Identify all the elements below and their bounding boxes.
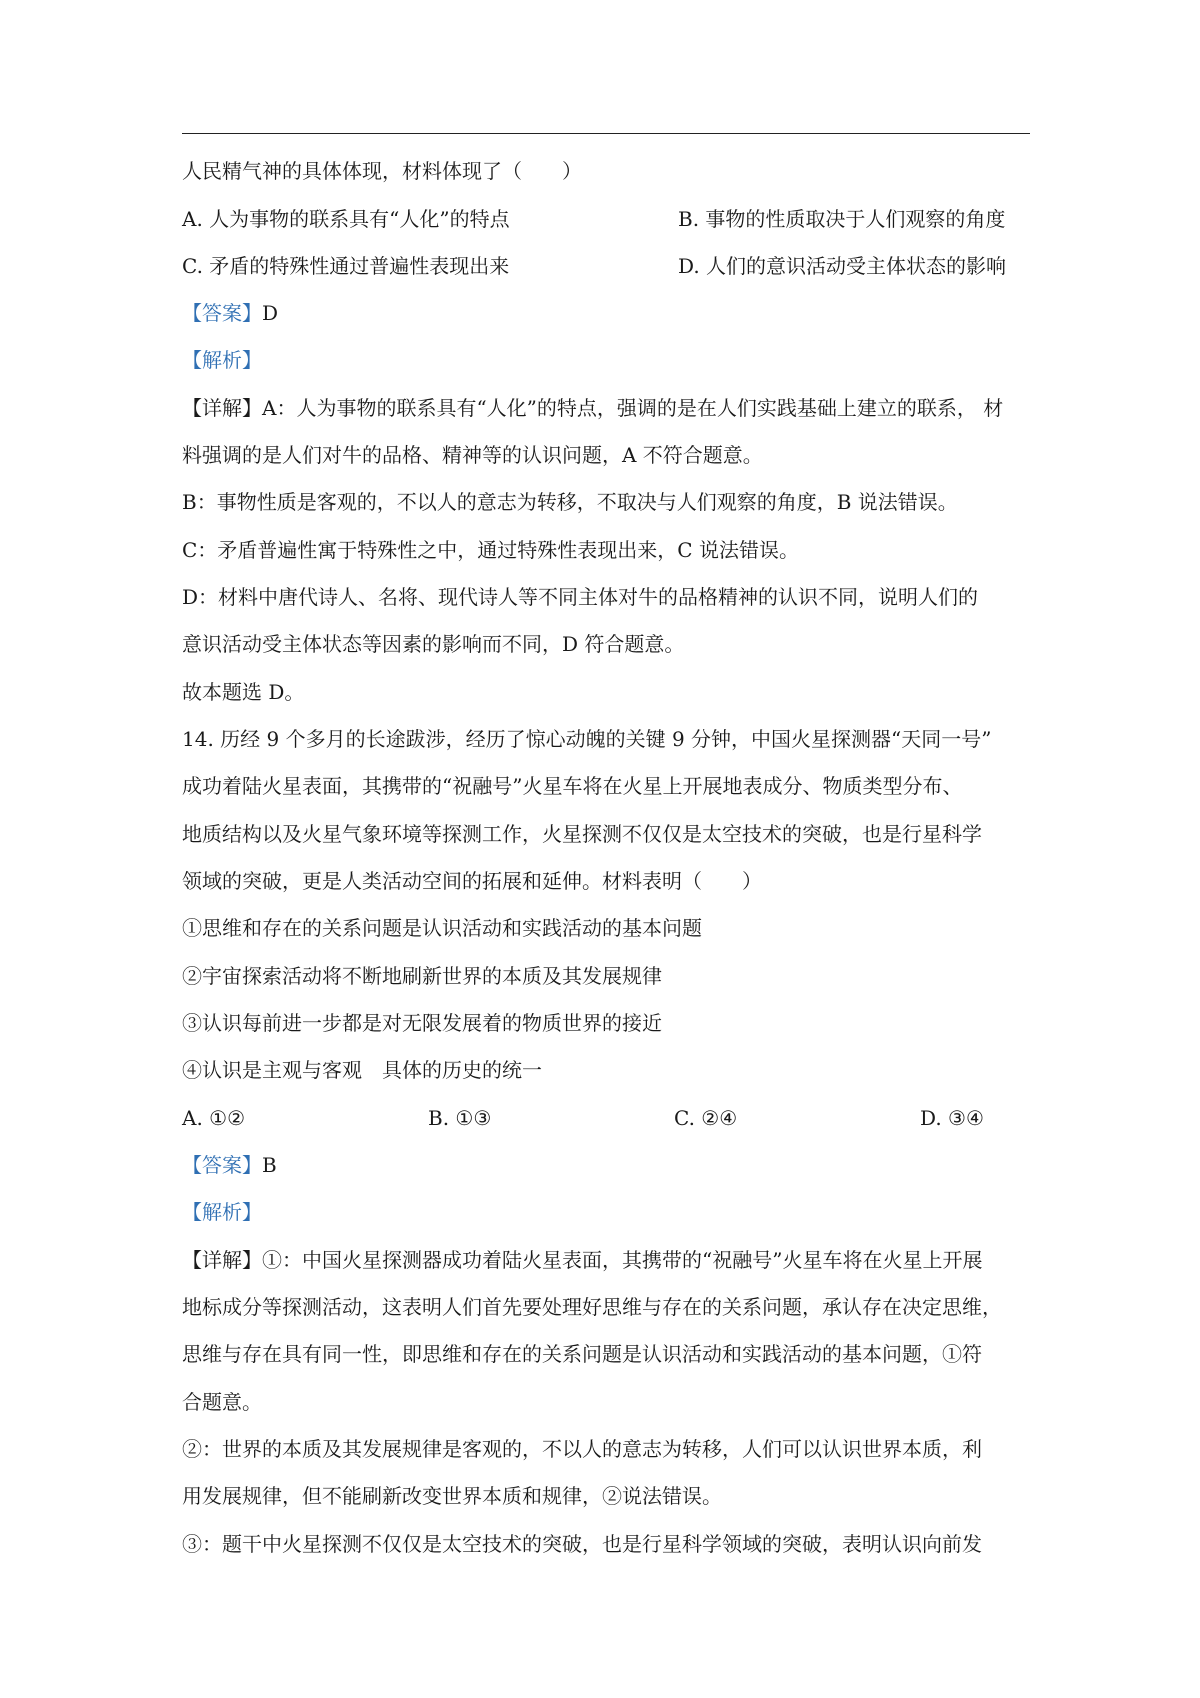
q14-stem-line: 14. 历经 9 个多月的长途跋涉，经历了惊心动魄的关键 9 分钟，中国火星探测器“天同一号” (182, 727, 992, 751)
q14-detail-line: 思维与存在具有同一性，即思维和存在的关系问题是认识活动和实践活动的基本问题，①符 (182, 1342, 982, 1366)
answer-value: B (262, 1153, 277, 1177)
q14-analysis-heading (182, 1198, 262, 1226)
header-rule (182, 133, 1030, 134)
q13-detail-line (182, 394, 1003, 422)
q13-analysis-heading (182, 346, 262, 374)
q13-stem-tail: 人民精气神的具体体现，材料体现了（ ） (182, 159, 582, 183)
detail-tag: 【详解】 (182, 1248, 262, 1272)
q14-option-d: D. ③④ (920, 1106, 984, 1130)
q14-detail-line: 用发展规律，但不能刷新改变世界本质和规律，②说法错误。 (182, 1484, 722, 1508)
q14-detail-line: 合题意。 (182, 1390, 262, 1414)
q13-detail-line: 意识活动受主体状态等因素的影响而不同，D 符合题意。 (182, 632, 685, 656)
q13-option-d: D. 人们的意识活动受主体状态的影响 (678, 254, 1007, 278)
q14-detail-line: 地标成分等探测活动，这表明人们首先要处理好思维与存在的关系问题，承认存在决定思维， (182, 1295, 1002, 1319)
q14-detail-line: ②：世界的本质及其发展规律是客观的，不以人的意志为转移，人们可以认识世界本质，利 (182, 1437, 982, 1461)
q13-detail-line: C：矛盾普遍性寓于特殊性之中，通过特殊性表现出来，C 说法错误。 (182, 538, 799, 562)
q14-stem-line: 地质结构以及火星气象环境等探测工作，火星探测不仅仅是太空技术的突破，也是行星科学 (182, 822, 982, 846)
q13-option-c: C. 矛盾的特殊性通过普遍性表现出来 (182, 254, 510, 278)
answer-value: D (262, 301, 279, 325)
analysis-tag: 【解析】 (182, 348, 262, 372)
q14-option-a: A. ①② (182, 1106, 246, 1130)
q14-detail-line: ③：题干中火星探测不仅仅是太空技术的突破，也是行星科学领域的突破，表明认识向前发 (182, 1532, 982, 1556)
q14-statement-2: ②宇宙探索活动将不断地刷新世界的本质及其发展规律 (182, 964, 662, 988)
q13-option-a: A. 人为事物的联系具有“人化”的特点 (182, 207, 510, 231)
q14-stem-line: 成功着陆火星表面，其携带的“祝融号”火星车将在火星上开展地表成分、物质类型分布、 (182, 774, 963, 798)
q13-detail-line: B：事物性质是客观的，不以人的意志为转移，不取决与人们观察的角度，B 说法错误。 (182, 490, 958, 514)
q13-answer (182, 299, 278, 327)
q14-option-b: B. ①③ (428, 1106, 492, 1130)
q13-option-b: B. 事物的性质取决于人们观察的角度 (678, 207, 1006, 231)
q14-statement-4: ④认识是主观与客观 具体的历史的统一 (182, 1058, 542, 1082)
q13-detail-line: 料强调的是人们对牛的品格、精神等的认识问题，A 不符合题意。 (182, 443, 763, 467)
q14-detail-line (182, 1246, 982, 1274)
q14-stem-line: 领域的突破，更是人类活动空间的拓展和延伸。材料表明（ ） (182, 869, 762, 893)
q13-detail-line: D：材料中唐代诗人、名将、现代诗人等不同主体对牛的品格精神的认识不同，说明人们的 (182, 585, 979, 609)
detail-text: ①：中国火星探测器成功着陆火星表面，其携带的“祝融号”火星车将在火星上开展 (262, 1248, 983, 1272)
q14-option-c: C. ②④ (674, 1106, 738, 1130)
q13-conclusion: 故本题选 D。 (182, 680, 305, 704)
q14-statement-1: ①思维和存在的关系问题是认识活动和实践活动的基本问题 (182, 916, 702, 940)
detail-text: A：人为事物的联系具有“人化”的特点，强调的是在人们实践基础上建立的联系， 材 (262, 396, 1004, 420)
answer-tag: 【答案】 (182, 1153, 262, 1177)
detail-tag: 【详解】 (182, 396, 262, 420)
answer-tag: 【答案】 (182, 301, 262, 325)
q14-answer (182, 1151, 277, 1179)
q14-statement-3: ③认识每前进一步都是对无限发展着的物质世界的接近 (182, 1011, 662, 1035)
analysis-tag: 【解析】 (182, 1200, 262, 1224)
